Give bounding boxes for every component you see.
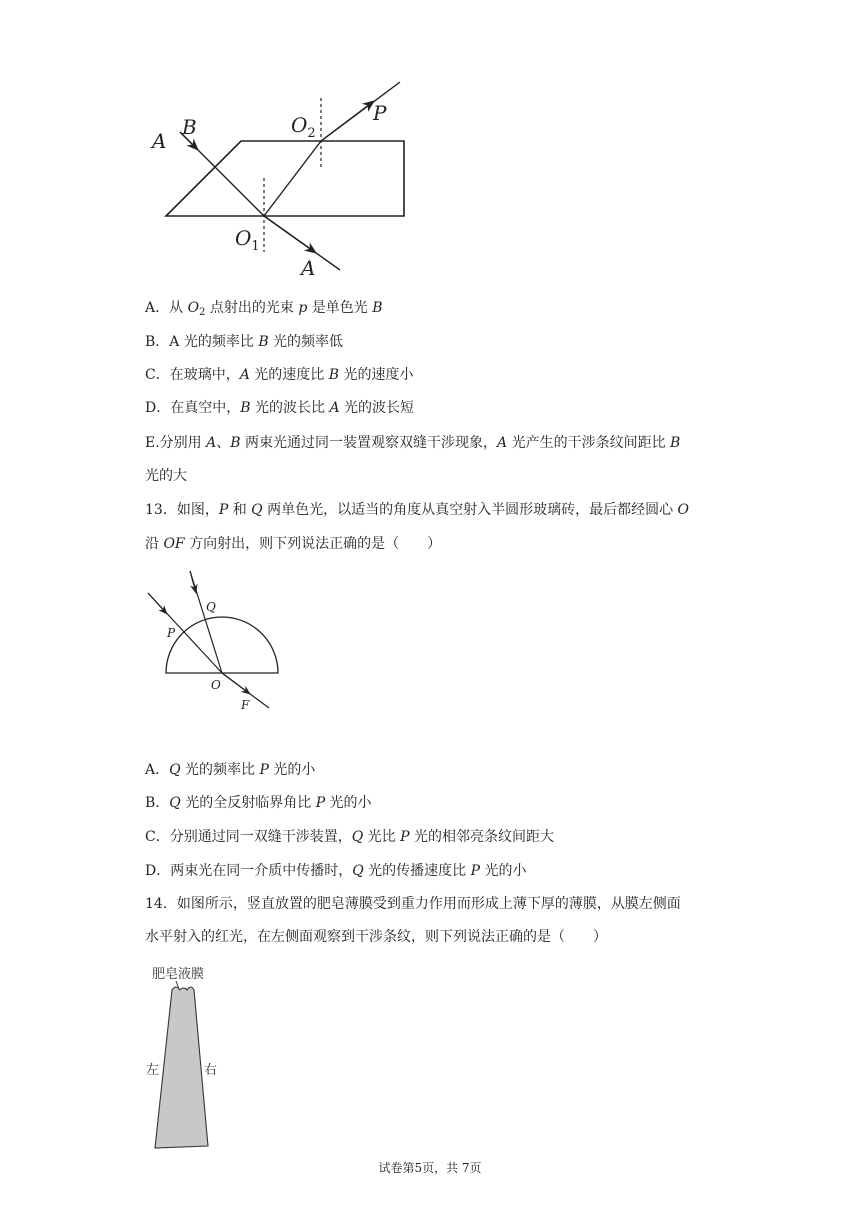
figure-soap-film — [140, 958, 240, 1158]
q12-option-d: D．在真空中，B 光的波长比 A 光的波长短 — [145, 400, 415, 416]
ray-q-arrow — [190, 571, 196, 593]
ray-q-incident — [190, 571, 222, 673]
semicircle-glass — [166, 617, 278, 673]
q13-option-c: C．分别通过同一双缝干涉装置，Q 光比 P 光的相邻亮条纹间距大 — [145, 829, 554, 845]
reflected-arrow-a — [264, 216, 316, 253]
label-o: O — [211, 678, 221, 692]
q12-option-e-cont: 光的大 — [145, 468, 187, 484]
label-q: Q — [206, 600, 216, 614]
figure-semicircle-glass — [140, 565, 290, 715]
q12-option-a: A．从 $O_2$ 点射出的光束 p 是单色光 B — [145, 300, 383, 318]
q13-option-a: A．Q 光的频率比 P 光的小 — [145, 762, 316, 778]
label-f: F — [241, 698, 250, 712]
label-right: 右 — [204, 1063, 218, 1078]
emergent-arrow-p — [321, 101, 374, 141]
soap-film-shape — [155, 987, 208, 1148]
q13-option-b: B．Q 光的全反射临界角比 P 光的小 — [145, 795, 372, 811]
label-o1: $O_1$ — [235, 226, 260, 254]
q14-stem-line1: 14．如图所示，竖直放置的肥皂薄膜受到重力作用而形成上薄下厚的薄膜，从膜左侧面 — [145, 896, 681, 912]
label-a-out: A — [301, 256, 316, 280]
label-o2: $O_2$ — [291, 113, 316, 141]
q13-option-d: D．两束光在同一介质中传播时，Q 光的传播速度比 P 光的小 — [145, 863, 527, 879]
q12-option-e: E.分别用 A、B 两束光通过同一装置观察双缝干涉现象，A 光产生的干涉条纹间距比 B — [145, 435, 681, 451]
q12-option-b: B．A 光的频率比 B 光的频率低 — [145, 334, 344, 350]
label-a-in: A — [152, 129, 167, 153]
glass-block — [166, 141, 404, 216]
q14-stem-line2: 水平射入的红光，在左侧面观察到干涉条纹，则下列说法正确的是（ ） — [145, 929, 607, 945]
label-left: 左 — [146, 1063, 160, 1078]
page-footer: 试卷第5页，共 7页 — [378, 1161, 482, 1175]
q13-stem-line1: 13．如图，P 和 Q 两单色光，以适当的角度从真空射入半圆形玻璃砖，最后都经圆心 O — [145, 502, 690, 518]
q12-option-c: C．在玻璃中，A 光的速度比 B 光的速度小 — [145, 367, 414, 383]
figure-glass-prism — [140, 70, 430, 285]
label-p: P — [373, 101, 387, 125]
label-soap-film: 肥皂液膜 — [152, 967, 205, 982]
label-b-in: B — [182, 115, 197, 139]
refracted-ray-in-glass — [264, 141, 321, 216]
q13-stem-line2: 沿 OF 方向射出，则下列说法正确的是（ ） — [145, 536, 442, 552]
ray-of-arrow — [222, 673, 250, 694]
ray-p-arrow — [148, 593, 167, 614]
label-p: P — [167, 626, 176, 640]
